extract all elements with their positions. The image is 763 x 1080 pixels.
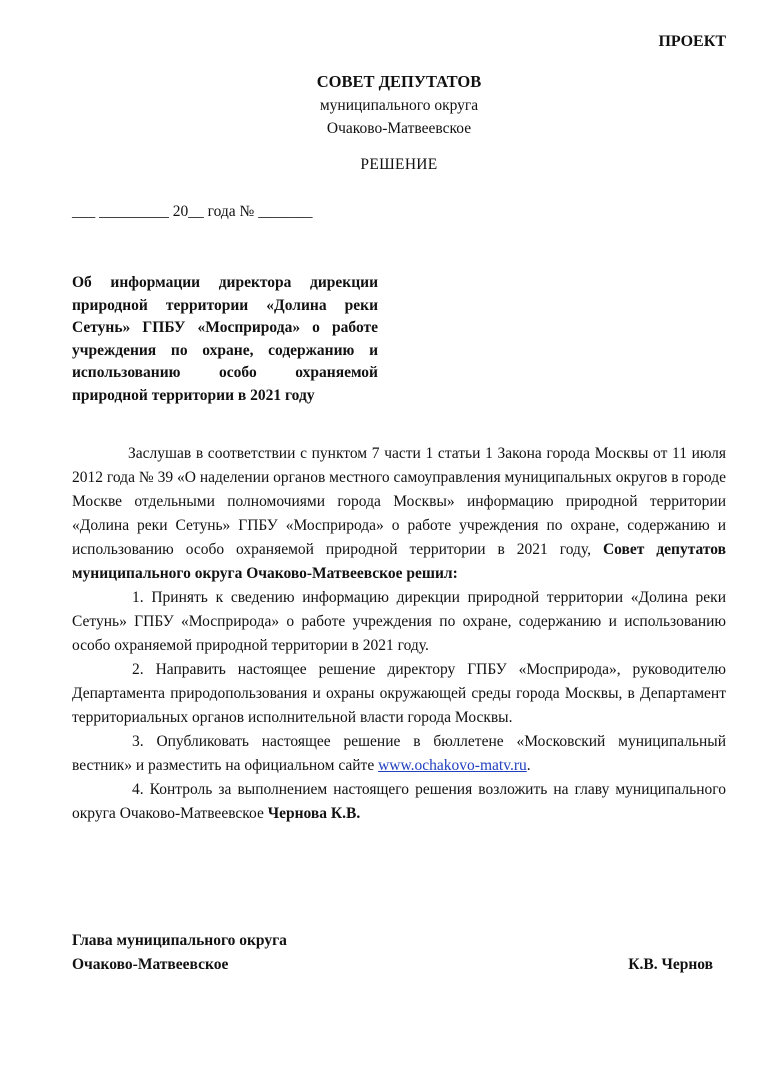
item-4-text: 4. Контроль за выполнением настоящего решения возложить на главу муниципального округа Очаково-Матвеевское	[72, 781, 726, 822]
item-3-end: .	[526, 757, 531, 774]
organization-name: СОВЕТ ДЕПУТАТОВ	[316, 72, 482, 91]
signature-title-line-1: Глава муниципального округа	[72, 932, 287, 949]
preamble-resolution: Совет депутатов муниципального округа Очаково-Матвеевское решил:	[72, 541, 727, 582]
decision-subject: Об информации директора дирекции природной территории «Долина реки Сетунь» ГПБУ «Мосприрода» о работе учреждения по охране, содержанию и использованию особо охраняемой природной территории в 2021 году	[72, 274, 378, 404]
signature-block	[72, 929, 726, 977]
preamble-paragraph	[72, 442, 726, 586]
item-3	[72, 730, 726, 778]
website-link[interactable]: www.ochakovo-matv.ru	[378, 757, 527, 774]
draft-label: ПРОЕКТ	[658, 33, 726, 50]
item-4	[72, 778, 726, 826]
item-4-name: Чернова К.В.	[267, 805, 361, 822]
date-number-line: ___ _________ 20__ года № _______	[72, 203, 313, 220]
signatory-name: К.В. Чернов	[628, 956, 713, 973]
organization-line-1: муниципального округа	[319, 97, 479, 114]
item-2: 2. Направить настоящее решение директору ГПБУ «Мосприрода», руководителю Департамента природопользования и охраны окружающей среды города Москвы, в Департамент территориальных органов исполнительной власти города Москвы.	[72, 661, 726, 726]
decision-title: РЕШЕНИЕ	[360, 156, 438, 173]
item-1: 1. Принять к сведению информацию дирекции природной территории «Долина реки Сетунь» ГПБУ «Мосприрода» о работе учреждения по охране, содержанию и использованию особо охраняемой природной территории в 2021 году.	[72, 589, 726, 654]
decision-body	[72, 442, 726, 826]
signature-title-line-2: Очаково-Матвеевское	[72, 956, 229, 973]
organization-line-2: Очаково-Матвеевское	[326, 120, 472, 137]
preamble-text: Заслушав в соответствии с пунктом 7 части 1 статьи 1 Закона города Москвы от 11 июля 2012 года № 39 «О наделении органов местного самоуправления муниципальных округов в городе Москве отдельными полномочиями города Москвы» информацию природной территории «Долина реки Сетунь» ГПБУ «Мосприрода» о работе учреждения по охране, содержанию и использованию особо охраняемой природной территории в 2021 году,	[72, 445, 726, 558]
item-3-text: 3. Опубликовать настоящее решение в бюллетене «Московский муниципальный вестник» и разместить на официальном сайте	[72, 733, 726, 774]
document-header	[72, 70, 726, 140]
